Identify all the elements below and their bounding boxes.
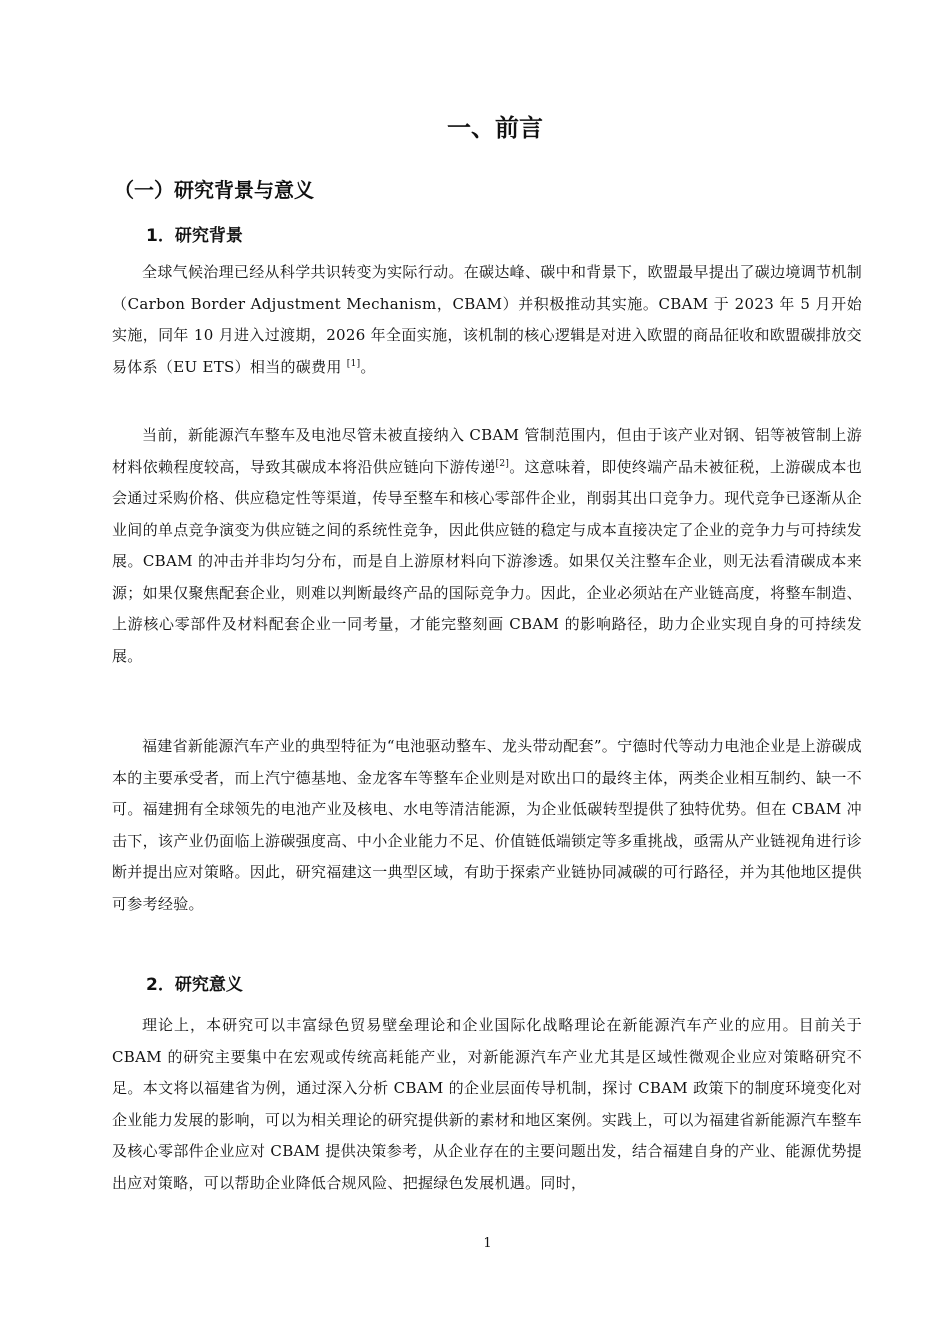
- citation-ref: [1]: [346, 358, 361, 369]
- paragraph-text: 。这意味着，即使终端产品未被征税，上游碳成本也会通过采购价格、供应稳定性等渠道，传导至整车和核心零部件企业，削弱其出口竞争力。现代竞争已逐渐从企业间的单点竞争演变为供应链之间的系统性竞争，因此供应链的稳定与成本直接决定了企业的竞争力与可持续发展。CBAM 的冲击并非均匀分布，而是自上游原材料向下游渗透。如果仅关注整车企业，则无法看清碳成本来源；如果仅聚焦配套企业，则难以判断最终产品的国际竞争力。因此，企业必须站在产业链高度，将整车制造、上游核心零部件及材料配套企业一同考量，才能完整刻画 CBAM 的影响路径，助力企业实现自身的可持续发展。: [112, 457, 862, 665]
- chapter-title: 一、前言: [447, 114, 543, 142]
- paragraph-significance-1: [112, 1010, 862, 1199]
- subsection-title-significance: 2．研究意义: [146, 975, 243, 995]
- subsection-title-background: 1．研究背景: [146, 226, 243, 246]
- paragraph-text: 当前，新能源汽车整车及电池尽管未被直接纳入 CBAM 管制范围内，但由于该产业对钢、铝等被管制上游材料依赖程度较高，导致其碳成本将沿供应链向下游传递: [112, 426, 862, 476]
- paragraph-text: 福建省新能源汽车产业的典型特征为“电池驱动整车、龙头带动配套”。宁德时代等动力电池企业是上游碳成本的主要承受者，而上汽宁德基地、金龙客车等整车企业则是对欧出口的最终主体，两类企业相互制约、缺一不可。福建拥有全球领先的电池产业及核电、水电等清洁能源，为企业低碳转型提供了独特优势。但在 CBAM 冲击下，该产业仍面临上游碳强度高、中小企业能力不足、价值链低端锁定等多重挑战，亟需从产业链视角进行诊断并提出应对策略。因此，研究福建这一典型区域，有助于探索产业链协同减碳的可行路径，并为其他地区提供可参考经验。: [112, 737, 862, 913]
- section-title: （一）研究背景与意义: [114, 178, 314, 202]
- paragraph-background-3: [112, 731, 862, 920]
- paragraph-background-1: [112, 257, 862, 383]
- citation-ref: [2]: [495, 458, 510, 469]
- paragraph-text: 全球气候治理已经从科学共识转变为实际行动。在碳达峰、碳中和背景下，欧盟最早提出了碳边境调节机制（Carbon Border Adjustment Mechanism，CBAM）并积极推动其实施。CBAM 于 2023 年 5 月开始实施，同年 10 月进入过渡期，2026 年全面实施，该机制的核心逻辑是对进入欧盟的商品征收和欧盟碳排放交易体系（EU ETS）相当的碳费用: [112, 263, 862, 376]
- paragraph-text: 。: [360, 357, 376, 376]
- page-number: 1: [483, 1236, 492, 1251]
- paragraph-background-2: [112, 420, 862, 672]
- paragraph-text: 理论上，本研究可以丰富绿色贸易壁垒理论和企业国际化战略理论在新能源汽车产业的应用。目前关于 CBAM 的研究主要集中在宏观或传统高耗能产业，对新能源汽车产业尤其是区域性微观企业应对策略研究不足。本文将以福建省为例，通过深入分析 CBAM 的企业层面传导机制，探讨 CBAM 政策下的制度环境变化对企业能力发展的影响，可以为相关理论的研究提供新的素材和地区案例。实践上，可以为福建省新能源汽车整车及核心零部件企业应对 CBAM 提供决策参考，从企业存在的主要问题出发，结合福建自身的产业、能源优势提出应对策略，可以帮助企业降低合规风险、把握绿色发展机遇。同时，: [112, 1016, 862, 1192]
